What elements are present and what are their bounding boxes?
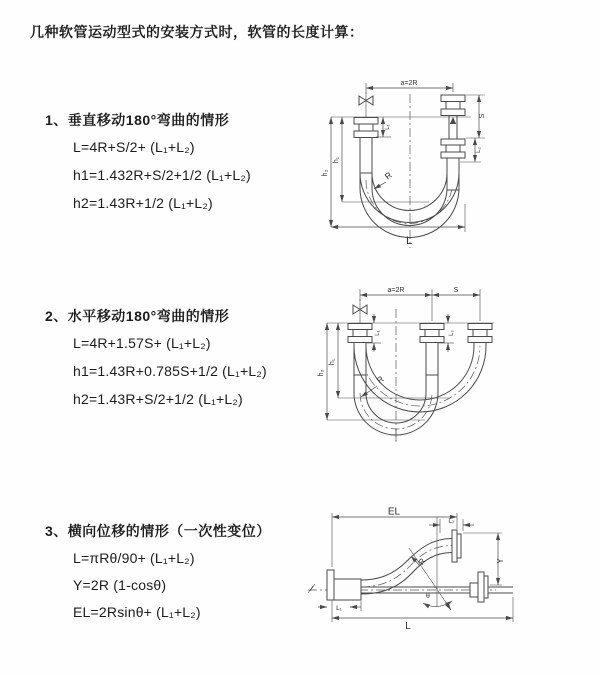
dim-s <box>466 95 486 138</box>
dim-label-l2: L₂ <box>448 517 455 525</box>
dim-h1 <box>333 117 429 202</box>
dim-label-l: L <box>405 621 411 632</box>
dim-label-a2r: a=2R <box>400 80 418 87</box>
dim-label-h1: h₁ <box>333 156 340 164</box>
dim-label-l1: L₁ <box>385 124 391 130</box>
dim-label-l2: L₂ <box>476 147 482 153</box>
dim-label-r: R <box>382 169 394 182</box>
section-3-formula-l: L=πRθ/90+ (L₁+L₂) <box>73 550 195 566</box>
dim-l <box>332 597 513 632</box>
dim-l1 <box>318 601 361 612</box>
diagram-lateral-displacement <box>300 505 600 645</box>
dim-l <box>331 204 465 247</box>
dim-label-l2: L₂ <box>449 330 455 336</box>
valve-icon <box>359 92 373 117</box>
dim-label-y: Y <box>496 558 505 564</box>
dim-l2 <box>439 314 455 352</box>
diagram-vertical-180-bend <box>313 76 595 252</box>
left-fitting <box>348 324 372 376</box>
right-fitting <box>468 324 492 347</box>
dim-r <box>411 556 427 567</box>
section-1-formula-h2: h2=1.43R+1/2 (L₁+L₂) <box>73 195 213 211</box>
dim-el <box>332 507 457 568</box>
section-3-formula-el: EL=2Rsinθ+ (L₁+L₂) <box>73 604 201 620</box>
dim-h2 <box>322 117 331 227</box>
angle-theta <box>409 517 452 610</box>
dim-label-el: EL <box>387 506 401 518</box>
dim-label-a2r: a=2R <box>387 287 405 294</box>
dim-label-h2: h₂ <box>322 169 329 177</box>
section-2-formula-h1: h1=1.43R+0.785S+1/2 (L₁+L₂) <box>73 363 267 379</box>
section-1-formula-h1: h1=1.432R+S/2+1/2 (L₁+L₂) <box>73 167 251 183</box>
dim-label-r: R <box>374 373 386 386</box>
dim-a2r <box>360 287 480 321</box>
hose-u-bend <box>354 343 486 435</box>
middle-fitting <box>420 324 444 376</box>
page-title: 几种软管运动型式的安装方式时，软管的长度计算： <box>30 24 364 40</box>
left-fitting <box>354 118 378 174</box>
dim-label-s: S <box>479 113 486 119</box>
right-fitting <box>441 95 465 190</box>
hose-u-bend <box>360 173 459 237</box>
upper-right-flange <box>452 530 461 562</box>
dim-label-h2: h₂ <box>318 369 325 377</box>
left-fitting <box>327 570 361 600</box>
section-3-heading: 3、横向位移的情形（一次性变位） <box>45 523 271 539</box>
dim-label-theta: θ <box>426 593 430 600</box>
dim-r <box>374 170 394 189</box>
valve-icon <box>353 299 367 323</box>
dim-label-h1: h₁ <box>329 358 336 366</box>
section-2-heading: 2、水平移动180°弯曲的情形 <box>45 308 230 324</box>
section-1-heading: 1、垂直移动180°弯曲的情形 <box>45 112 230 128</box>
dim-r <box>361 374 386 397</box>
section-2-formula-l: L=4R+1.57S+ (L₁+L₂) <box>73 335 211 351</box>
diagram-horizontal-180-bend <box>313 283 598 455</box>
dim-label-s: S <box>453 287 459 294</box>
section-1-formula-l: L=4R+S/2+ (L₁+L₂) <box>73 139 195 155</box>
section-2-formula-h2: h2=1.43R+S/2+1/2 (L₁+L₂) <box>73 391 243 407</box>
dim-s <box>432 287 480 295</box>
dim-label-l1: L₁ <box>336 605 342 612</box>
dim-l1 <box>367 314 381 352</box>
dim-label-l: L <box>405 235 413 247</box>
dim-label-l1: L₁ <box>375 330 381 336</box>
dim-label-r: R <box>416 556 428 567</box>
dim-a2r <box>366 80 453 94</box>
section-3-formula-y: Y=2R (1-cosθ) <box>73 577 167 593</box>
